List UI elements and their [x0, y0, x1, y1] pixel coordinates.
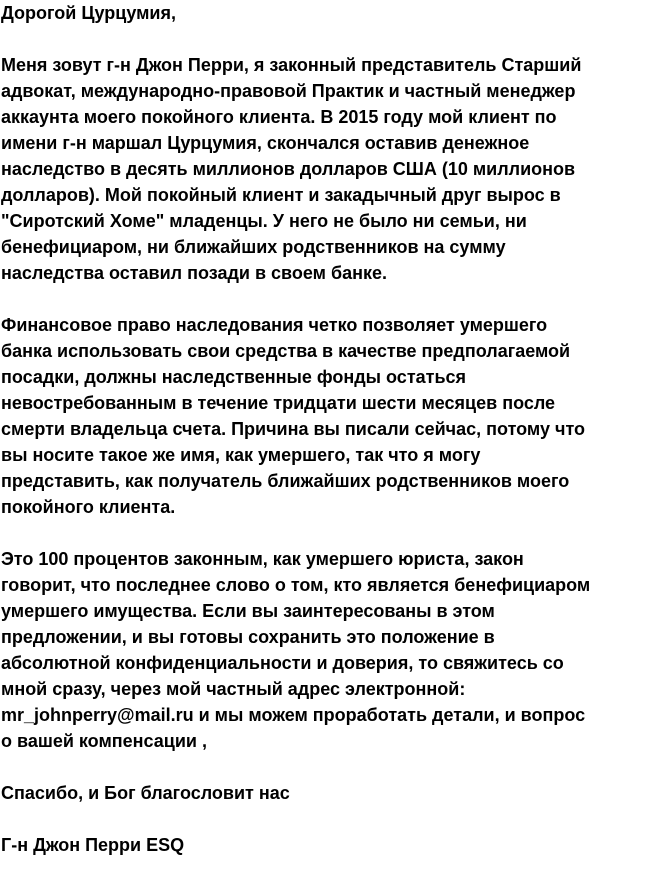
signature: Г-н Джон Перри ESQ	[1, 835, 185, 855]
text-line: аккаунта моего покойного клиента. В 2015 году мой клиент по	[1, 107, 557, 127]
email-letter	[1, 0, 661, 858]
text-line: предложении, и вы готовы сохранить это положение в	[1, 627, 495, 647]
text-line: представить, как получатель ближайших родственников моего	[1, 471, 570, 491]
text-line: бенефициаром, ни ближайших родственников на сумму	[1, 237, 506, 257]
text-line: "Сиротский Хоме" младенцы. У него не было ни семьи, ни	[1, 211, 527, 231]
text-line: Это 100 процентов законным, как умершего юриста, закон	[1, 549, 524, 569]
text-line: наследства оставил позади в своем банке.	[1, 263, 387, 283]
text-line: банка использовать свои средства в качестве предполагаемой	[1, 341, 571, 361]
text-line: mr_johnperry@mail.ru и мы можем проработать детали, и вопрос	[1, 705, 586, 725]
text-line: говорит, что последнее слово о том, кто является бенефициаром	[1, 575, 591, 595]
text-line: о вашей компенсации ,	[1, 731, 207, 751]
text-line: вы носите такое же имя, как умершего, так что я могу	[1, 445, 481, 465]
text-line: долларов). Мой покойный клиент и закадычный друг вырос в	[1, 185, 561, 205]
text-line: Финансовое право наследования четко позволяет умершего	[1, 315, 548, 335]
paragraph-gap	[1, 754, 661, 780]
closing: Спасибо, и Бог благословит нас	[1, 783, 290, 803]
text-line: Меня зовут г-н Джон Перри, я законный представитель Старший	[1, 55, 582, 75]
text-line: невостребованным в течение тридцати шести месяцев после	[1, 393, 556, 413]
text-line: мной сразу, через мой частный адрес электронной:	[1, 679, 466, 699]
paragraph-legal-basis	[1, 312, 661, 520]
paragraph-gap	[1, 286, 661, 312]
paragraph-gap	[1, 806, 661, 832]
text-line: покойного клиента.	[1, 497, 176, 517]
paragraph-offer	[1, 546, 661, 754]
paragraph-gap	[1, 520, 661, 546]
paragraph-introduction	[1, 52, 661, 286]
text-line: умершего имущества. Если вы заинтересованы в этом	[1, 601, 495, 621]
text-line: смерти владельца счета. Причина вы писали сейчас, потому что	[1, 419, 586, 439]
salutation: Дорогой Цурцумия,	[1, 3, 176, 23]
text-line: имени г-н маршал Цурцумия, скончался оставив денежное	[1, 133, 530, 153]
text-line: наследство в десять миллионов долларов США (10 миллионов	[1, 159, 576, 179]
paragraph-gap	[1, 26, 661, 52]
text-line: адвокат, международно-правовой Практик и частный менеджер	[1, 81, 576, 101]
text-line: посадки, должны наследственные фонды остаться	[1, 367, 467, 387]
text-line: абсолютной конфиденциальности и доверия, то свяжитесь со	[1, 653, 564, 673]
